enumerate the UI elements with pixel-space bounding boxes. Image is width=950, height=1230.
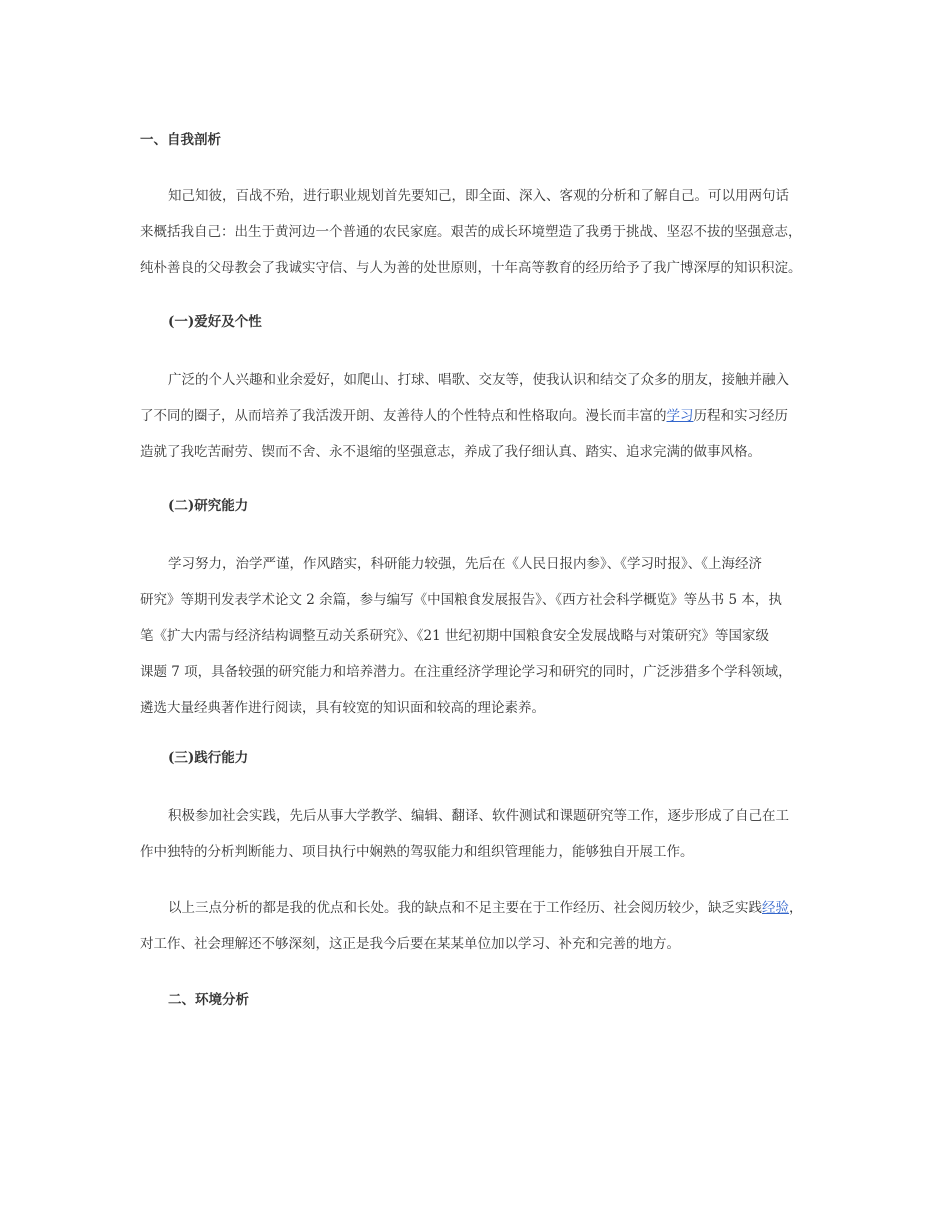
paragraph-line: 造就了我吃苦耐劳、锲而不舍、永不退缩的坚强意志，养成了我仔细认真、踏实、追求完满的做事风格。 — [140, 444, 761, 460]
text-segment: 以上三点分析的都是我的优点和长处。我的缺点和不足主要在于工作经历、社会阅历较少，缺乏实践 — [168, 900, 762, 916]
link-study[interactable]: 学习 — [666, 408, 694, 424]
paragraph-hobby — [140, 362, 830, 470]
paragraph-line: 广泛的个人兴趣和业余爱好，如爬山、打球、唱歌、交友等，使我认识和结交了众多的朋友，接触并融入 — [168, 372, 789, 388]
paragraph-line: 对工作、社会理解还不够深刻，这正是我今后要在某某单位加以学习、补充和完善的地方。 — [140, 936, 680, 952]
paragraph-line: 遴选大量经典著作进行阅读，具有较宽的知识面和较高的理论素养。 — [140, 700, 545, 716]
paragraph-practice — [140, 798, 830, 870]
subheading-research: (二)研究能力 — [168, 498, 249, 514]
text-segment: 了不同的圈子，从而培养了我活泼开朗、友善待人的个性特点和性格取向。漫长而丰富的 — [140, 408, 667, 424]
subheading-hobby: (一)爱好及个性 — [168, 314, 262, 330]
paragraph-line: 来概括我自己：出生于黄河边一个普通的农民家庭。艰苦的成长环境塑造了我勇于挑战、坚忍不拔的坚强意志， — [140, 224, 802, 240]
paragraph-line: 学习努力，治学严谨，作风踏实，科研能力较强，先后在《人民日报内参》、《学习时报》、《上海经济 — [168, 556, 762, 572]
paragraph-know-yourself — [140, 178, 830, 286]
section-heading-environment: 二、环境分析 — [168, 992, 249, 1008]
link-experience[interactable]: 经验 — [762, 900, 789, 916]
paragraph-line: 纯朴善良的父母教会了我诚实守信、与人为善的处世原则，十年高等教育的经历给予了我广博深厚的知识积淀。 — [140, 260, 802, 276]
paragraph-line: 积极参加社会实践，先后从事大学教学、编辑、翻译、软件测试和课题研究等工作，逐步形成了自己在工 — [168, 808, 789, 824]
paragraph-line — [140, 890, 830, 926]
paragraph-summary — [140, 890, 830, 962]
paragraph-line — [140, 398, 830, 434]
paragraph-line: 作中独特的分析判断能力、项目执行中娴熟的驾驭能力和组织管理能力，能够独自开展工作。 — [140, 844, 694, 860]
paragraph-line: 研究》等期刊发表学术论文 2 余篇，参与编写《中国粮食发展报告》、《西方社会科学概览》等丛书 5 本，执 — [140, 592, 782, 608]
text-segment: 历程和实习经历 — [693, 408, 788, 424]
section-heading-self-analysis: 一、自我剖析 — [140, 132, 221, 148]
paragraph-line: 笔《扩大内需与经济结构调整互动关系研究》、《21 世纪初期中国粮食安全发展战略与对策研究》等国家级 — [140, 628, 769, 644]
subheading-practice: (三)践行能力 — [168, 750, 249, 766]
paragraph-research — [140, 546, 830, 726]
paragraph-line: 知己知彼，百战不殆，进行职业规划首先要知己，即全面、深入、客观的分析和了解自己。可以用两句话 — [168, 188, 789, 204]
text-segment: ， — [789, 900, 803, 916]
paragraph-line: 课题 7 项，具备较强的研究能力和培养潜力。在注重经济学理论学习和研究的同时，广泛涉猎多个学科领域， — [140, 664, 792, 680]
